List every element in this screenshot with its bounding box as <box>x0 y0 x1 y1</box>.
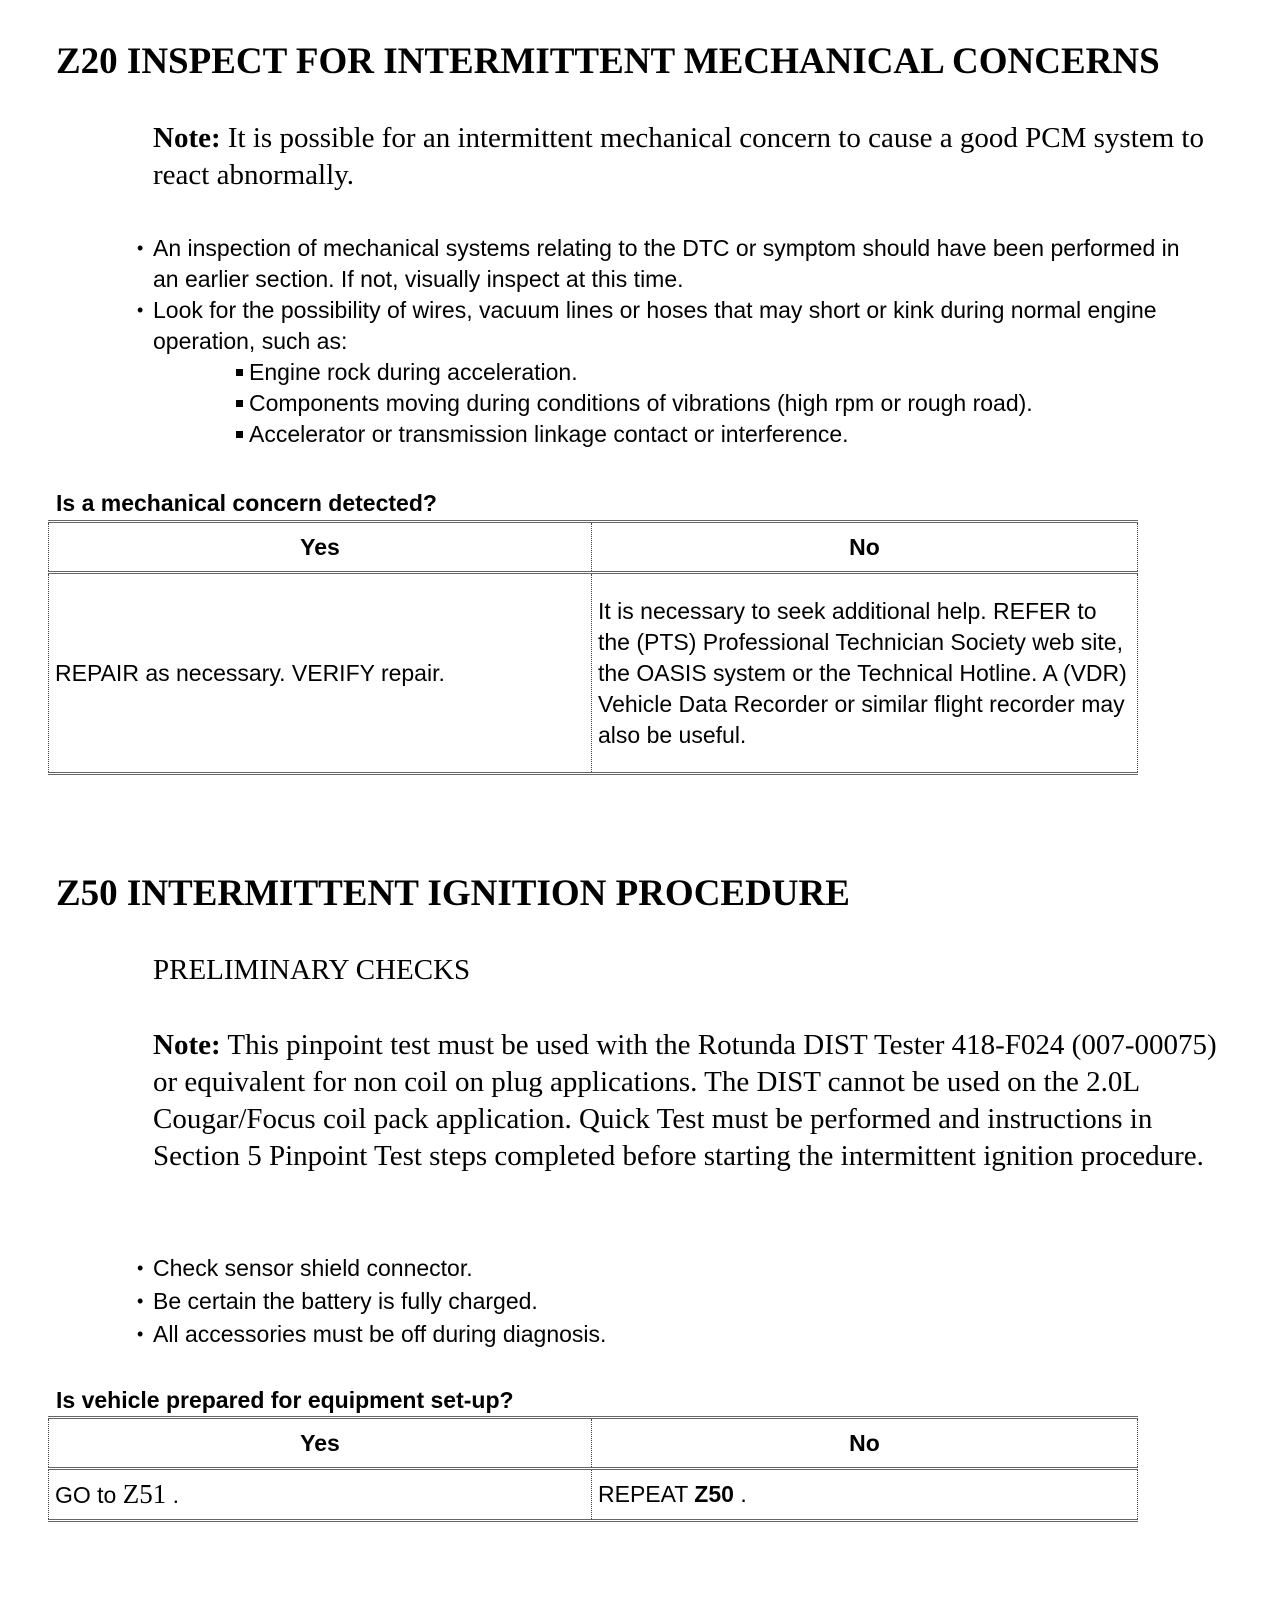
sub-list-item: Engine rock during acceleration. <box>234 357 1207 388</box>
sub-list-item: Components moving during conditions of vibrations (high rpm or rough road). <box>234 388 1207 419</box>
yes-cell: REPAIR as necessary. VERIFY repair. <box>49 573 592 774</box>
list-item: • Check sensor shield connector. <box>137 1252 606 1285</box>
decision-table-z50 <box>48 1416 1138 1522</box>
bullet-list-z20 <box>137 233 1207 450</box>
note-text: This pinpoint test must be used with the Rotunda DIST Tester 418-F024 (007-00075) or equivalent for non coil on plug applications. The DIST cannot be used on the 2.0L Cougar/Focus coil pack application. Quick Test must be performed and instructions in Section 5 Pinpoint Test steps completed before starting the intermittent ignition procedure. <box>153 1029 1217 1172</box>
no-cell: It is necessary to seek additional help. REFER to the (PTS) Professional Technician Society web site, the OASIS system or the Technical Hotline. A (VDR) Vehicle Data Recorder or similar flight recorder may also be useful. <box>592 573 1138 774</box>
yes-header: Yes <box>49 1418 592 1469</box>
list-item <box>137 233 1207 295</box>
note-z50 <box>153 1027 1223 1175</box>
decision-table-z20 <box>48 520 1138 775</box>
no-suffix: . <box>733 1481 747 1507</box>
list-item: • Be certain the battery is fully charged. <box>137 1285 606 1318</box>
note-label: Note: <box>153 1029 221 1061</box>
list-item-text: • Look for the possibility of wires, vacuum lines or hoses that may short or kink during normal engine operation, such as: <box>153 297 1157 354</box>
list-item <box>137 295 1207 357</box>
subtitle-z50: PRELIMINARY CHECKS <box>153 954 471 986</box>
list-item-text: • An inspection of mechanical systems relating to the DTC or symptom should have been performed in an earlier section. If not, visually inspect at this time. <box>153 235 1180 292</box>
question-z20: Is a mechanical concern detected? <box>56 490 437 516</box>
section-title-z50: Z50 INTERMITTENT IGNITION PROCEDURE <box>56 873 850 914</box>
sub-list <box>137 357 1207 450</box>
yes-header: Yes <box>49 522 592 573</box>
note-text: It is possible for an intermittent mechanical concern to cause a good PCM system to react abnormally. <box>153 122 1204 191</box>
no-cell <box>592 1469 1138 1521</box>
note-label: Note: <box>153 122 221 154</box>
yes-cell <box>49 1469 592 1521</box>
no-header: No <box>592 522 1138 573</box>
step-ref-z50: Z50 <box>694 1481 734 1507</box>
yes-prefix: GO to <box>55 1482 123 1508</box>
section-title-z20: Z20 INSPECT FOR INTERMITTENT MECHANICAL CONCERNS <box>56 41 1160 82</box>
list-item: • All accessories must be off during diagnosis. <box>137 1318 606 1351</box>
sub-list-item: Accelerator or transmission linkage contact or interference. <box>234 419 1207 450</box>
note-z20 <box>153 120 1213 194</box>
link-z51[interactable]: Z51 <box>122 1479 167 1509</box>
no-header: No <box>592 1418 1138 1469</box>
bullet-list-z50 <box>137 1252 606 1351</box>
question-z50: Is vehicle prepared for equipment set-up? <box>56 1387 514 1413</box>
no-prefix: REPEAT <box>598 1481 695 1507</box>
yes-suffix: . <box>166 1482 180 1508</box>
